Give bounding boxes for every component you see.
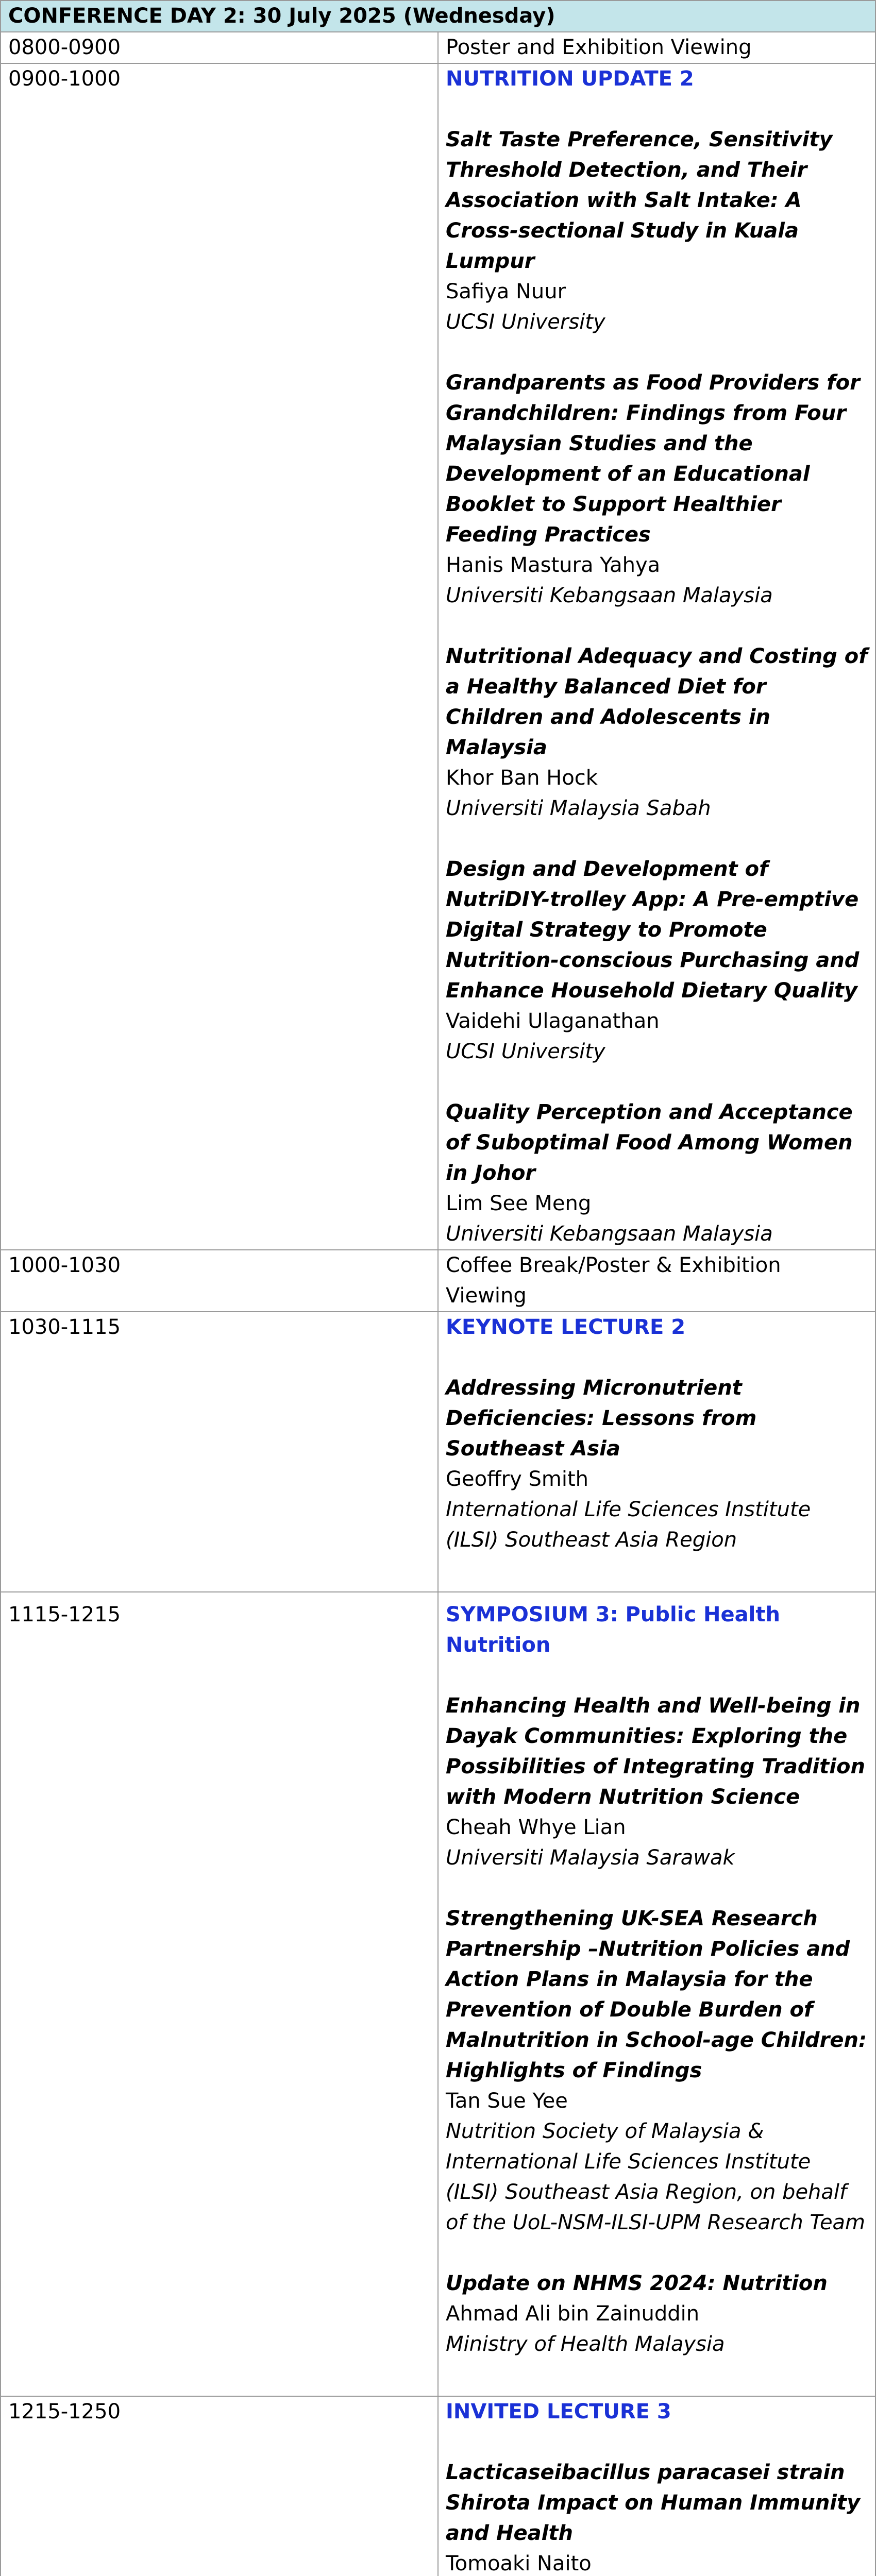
activity-text: Coffee Break/Poster & Exhibition Viewing xyxy=(438,1250,875,1312)
paper-affiliation: Universiti Malaysia Sarawak xyxy=(446,1846,735,1870)
paper-author: Cheah Whye Lian xyxy=(446,1816,626,1839)
time-cell: 0800-0900 xyxy=(1,32,438,63)
time-cell: 1030-1115 xyxy=(1,1312,438,1592)
paper-author: Khor Ban Hock xyxy=(446,766,598,790)
paper-title: Addressing Micronutrient Deficiencies: Lessons from Southeast Asia xyxy=(446,1376,757,1461)
day-header: CONFERENCE DAY 2: 30 July 2025 (Wednesday) xyxy=(1,1,875,32)
day-header-row xyxy=(1,1,875,32)
session-title: KEYNOTE LECTURE 2 xyxy=(446,1315,686,1339)
paper-affiliation: Nutrition Society of Malaysia & International Life Sciences Institute (ILSI) Southeast Asia Region, on behalf of the UoL-NSM-ILSI-UPM Research Team xyxy=(446,2120,866,2234)
paper-affiliation: International Life Sciences Institute (ILSI) Southeast Asia Region xyxy=(446,1498,811,1552)
session-title: NUTRITION UPDATE 2 xyxy=(446,67,694,91)
paper-author: Lim See Meng xyxy=(446,1192,592,1215)
session-title: SYMPOSIUM 3: Public Health Nutrition xyxy=(446,1603,780,1657)
paper-author: Tan Sue Yee xyxy=(446,2089,568,2113)
paper-title: Quality Perception and Acceptance of Suboptimal Food Among Women in Johor xyxy=(446,1100,853,1185)
session-cell xyxy=(438,1312,875,1592)
time-cell: 1000-1030 xyxy=(1,1250,438,1312)
paper-author: Ahmad Ali bin Zainuddin xyxy=(446,2302,700,2326)
time-cell: 1115-1215 xyxy=(1,1592,438,2396)
paper-affiliation: Ministry of Health Malaysia xyxy=(446,2332,725,2356)
paper-affiliation: Universiti Kebangsaan Malaysia xyxy=(446,584,773,607)
paper-author: Geoffry Smith xyxy=(446,1467,588,1491)
time-cell: 1215-1250 xyxy=(1,2396,438,2576)
session-cell xyxy=(438,1592,875,2396)
paper-author: Hanis Mastura Yahya xyxy=(446,553,661,577)
paper-title: Salt Taste Preference, Sensitivity Threshold Detection, and Their Association with Salt Intake: A Cross-sectional Study in Kuala Lumpur xyxy=(446,128,833,273)
schedule-row xyxy=(1,63,875,1250)
paper-affiliation: Universiti Kebangsaan Malaysia xyxy=(446,1222,773,1246)
paper-title: Design and Development of NutriDIY-trolley App: A Pre-emptive Digital Strategy to Promote Nutrition-conscious Purchasing and Enhance Household Dietary Quality xyxy=(446,857,860,1003)
session-cell xyxy=(438,63,875,1250)
paper-affiliation: UCSI University xyxy=(446,310,605,334)
schedule-row xyxy=(1,32,875,63)
schedule-row xyxy=(1,1312,875,1592)
session-title: INVITED LECTURE 3 xyxy=(446,2400,671,2424)
schedule-row xyxy=(1,1250,875,1312)
paper-title: Strengthening UK-SEA Research Partnership –Nutrition Policies and Action Plans in Malaysia for the Prevention of Double Burden of Malnutrition in School-age Children: Highlights of Findings xyxy=(446,1907,867,2082)
session-cell xyxy=(438,2396,875,2576)
paper-affiliation: UCSI University xyxy=(446,1040,605,1063)
paper-title: Nutritional Adequacy and Costing of a Healthy Balanced Diet for Children and Adolescents in Malaysia xyxy=(446,645,868,759)
time-cell: 0900-1000 xyxy=(1,63,438,1250)
schedule-row xyxy=(1,1592,875,2396)
paper-title: Enhancing Health and Well-being in Dayak Communities: Exploring the Possibilities of Integrating Tradition with Modern Nutrition Science xyxy=(446,1694,865,1809)
paper-author: Tomoaki Naito xyxy=(446,2552,592,2575)
paper-author: Vaidehi Ulaganathan xyxy=(446,1009,660,1033)
paper-author: Safiya Nuur xyxy=(446,280,566,303)
activity-text: Poster and Exhibition Viewing xyxy=(438,32,875,63)
schedule-row xyxy=(1,2396,875,2576)
paper-title: Grandparents as Food Providers for Grandchildren: Findings from Four Malaysian Studies and the Development of an Educational Booklet to Support Healthier Feeding Practices xyxy=(446,371,860,547)
paper-title: Lacticaseibacillus paracasei strain Shirota Impact on Human Immunity and Health xyxy=(446,2461,861,2545)
paper-title: Update on NHMS 2024: Nutrition xyxy=(446,2272,828,2295)
paper-affiliation: Universiti Malaysia Sabah xyxy=(446,796,711,820)
